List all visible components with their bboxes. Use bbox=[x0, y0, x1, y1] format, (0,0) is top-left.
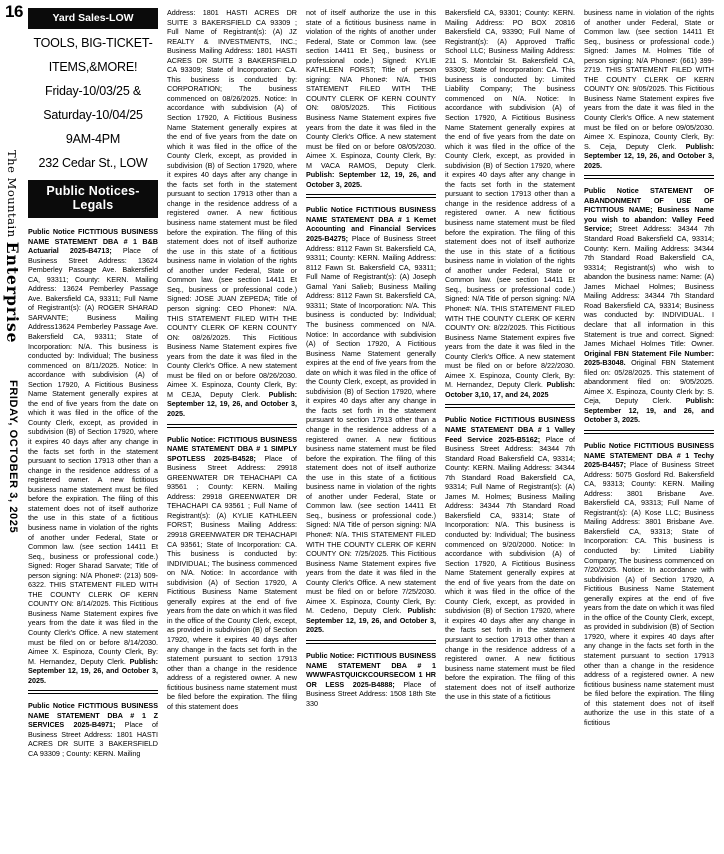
masthead-prefix: The Mountain bbox=[5, 150, 19, 242]
notice-divider bbox=[584, 175, 714, 179]
legal-notice-paragraph bbox=[584, 441, 714, 727]
notice-divider bbox=[167, 424, 297, 428]
notice-bold-text: Original FBN Statement File Number: 2025-B3048. bbox=[584, 348, 714, 368]
legal-notices-col-5 bbox=[584, 8, 714, 727]
legal-notice-paragraph bbox=[306, 8, 436, 189]
notice-bold-text: Publish: September 12, 19, 26, and October 3, 2025. bbox=[167, 389, 297, 418]
notice-divider bbox=[445, 404, 575, 408]
notice-bold-text: Publish: September 12, 19, 26, and October 3, 2025. bbox=[584, 141, 714, 170]
legal-notice-paragraph bbox=[445, 8, 575, 399]
masthead-brand: Enterprise bbox=[3, 241, 22, 344]
notice-body-text: Place of Business Street Address: 8112 Fawn St. Bakersfield CA, 93311; County: KERN. Mailing Address: 8112 Fawn St. Bakersfield CA, 93311; Full Name of Registrant(s): (A) Joseph Gamal Yani Salieb; Business Mailing Address: 8112 Fawn St. Bakersfield CA, 93311; State of Incorporation: N/A. This business is conducted by: Individual; The business commenced on N/A. Notice: In accordance with subdivision (A) of Section 17920, A Fictitious Business Name Statement generally expires at the end of five years from the date on which it was filed in the office of the County Clerk, except, as provided in subdivision (B) of Section 17920, where it expires 40 days after any change in the facts set forth in the statement pursuant to section 17913 other than a change in the residence address of a registered owner. A new fictitious business name statement must be filed before the expiration. The filing of this statement does not of itself authorize the use in this state of a fictitious business name in violation of the rights of another under Federal, State or Common law. (see section 14411 Et Seq., business or professional code.) Signed: N/A Title of person signing: N/A Phone#: N/A. THIS STATEMENT FILED WITH THE COUNTY CLERK OF KERN COUNTY ON: 7/25/2025. This Fictitious Business Name Statement expires five years from the date it was filed in the County Clerk's Office. A new statement must be filed on or before 7/25/2030. Aimee X. Espinoza, County Clerk, By: M. Cedeno, Deputy Clerk. bbox=[306, 234, 436, 616]
newspaper-spine bbox=[0, 0, 28, 854]
notice-body-text: Bakersfield CA, 93301; County: KERN. Mailing Address: PO BOX 20816 Bakersfield CA, 93390; Full Name of Registrant(s): (A) Approved Traffic School LLC; Business Mailing Address: 211 S. Montclair St. Bakersfield CA, 93309; State of Incorporation: CA. This business is conducted by: Limited Liability Company; The business commenced on N/A. Notice: In accordance with subdivision (A) of Section 17920, A Fictitious Business Name Statement generally expires at the end of five years from the date on which it was filed in the office of the County Clerk, except, as provided in subdivision (B) of Section 17920, where it expires 40 days after any change in the facts set forth in the statement pursuant to section 17913 other than a change in the residence address of a registered owner. A new fictitious business name statement must be filed before the expiration. The filing of this statement does not of itself authorize the use in this state of a fictitious business name in violation of the rights of another under Federal, State or Common law. (see section 14411 Et Seq., business or professional code.) Signed: N/A Title of person signing: N/A Phone#: N/A. THIS STATEMENT FILED WITH THE COUNTY CLERK OF KERN COUNTY ON: 8/22/2025. This Fictitious Business Name Statement expires five years from the date it was filed in the County Clerk's Office. A new statement must be filed on or before 8/22/2030. Aimee X. Espinoza, County Clerk, By: M. Hernandez, Deputy Clerk. bbox=[445, 8, 575, 390]
legal-notice-paragraph bbox=[28, 227, 158, 685]
legal-notice-paragraph bbox=[28, 701, 158, 758]
notice-bold-text: Publish: September 12, 19, 26, and October 3, 2025. bbox=[28, 656, 158, 685]
legal-notices-col-1 bbox=[28, 227, 158, 759]
yard-sale-ad bbox=[28, 36, 158, 170]
notice-bold-text: Public Notice FICTITIOUS BUSINESS NAME STATEMENT DBA # 1 B&B Actuarial 2025-B4713; bbox=[28, 227, 158, 256]
notice-divider bbox=[306, 640, 436, 644]
notice-body-text: Street Address: 34344 7th Standard Road Bakersfield CA, 93314; County: Kern. Mailing Address: 34344 7th Standard Road Bakersfield CA, 93314; Registrant(s) who wish to abandon the business name: Name: (A) James Michael Holmes; Business Mailing Address: 34344 7th Standard Road Bakersfield CA, 93314; Business was conducted by: INDIVIDUAL. I declare that all information in this Statement is true and correct. Signed: James Michael Holmes Title: Owner. bbox=[584, 224, 714, 349]
legal-notice-paragraph bbox=[167, 8, 297, 419]
notice-divider bbox=[306, 194, 436, 198]
public-notices-section-header: Public Notices-Legals bbox=[28, 180, 158, 218]
notice-bold-text: Public Notice FICTITIOUS BUSINESS NAME STATEMENT DBA # 1 Techy 2025-B4457; bbox=[584, 440, 714, 470]
notice-body-text: Address: 1801 HASTI ACRES DR SUITE 3 BAKERSFIELD CA 93309 ; Full Name of Registrant(s): (A) JZ REALTY & INVESTMENTS, INC.; Business Mailing Address: 1801 HASTI ACRES DR SUITE 3 BAKERSFIELD CA 93309; State of Incorporation: CA. This business is conducted by: CORPORATION; The business commenced on 08/26/2025. Notice: In accordance with subdivision (A) of Section 17920, A Fictitious Business Name Statement generally expires at the end of five years from the date on which it was filed in the office of the County Clerk, except, as provided in subdivision (B) of Section 17920, where it expires 40 days after any change in the facts set forth in the statement pursuant to section 17913 other than a change in the residence address of a registered owner. A new fictitious business name statement must be filed before the expiration. The filing of this statement does not of itself authorize the use in this state of a fictitious business name in violation of the rights of another under Federal, State or Common law. (see section 14411 Et Seq., business or professional code.) Signed: JOSE JUAN ZEPEDA; Title of person signing: CEO Phone#: N/A. THIS STATEMENT FILED WITH THE COUNTY CLERK OF KERN COUNTY ON: 08/26/2025. This Fictitious Business Name Statement expires five years from the date it was filed in the County Clerk's Office. A new statement must be filed on or before 08/26/2030. Aimee X. Espinoza, County Clerk, By: M CEJA, Deputy Clerk. bbox=[167, 8, 297, 399]
notice-bold-text: Public Notice FICTITIOUS BUSINESS NAME STATEMENT DBA # 1 Kemet Accounting and Financial Services 2025-B4275; bbox=[306, 205, 436, 244]
notice-divider bbox=[28, 690, 158, 694]
notice-bold-text: Publish: September 12, 19, and 26, and October 3, 2025. bbox=[584, 396, 714, 425]
column-5 bbox=[584, 8, 714, 854]
notice-bold-text: Public Notice: FICTITIOUS BUSINESS NAME STATEMENT DBA # 1 WWWFASTQUICKCOURSECOM 1 HR OR LESS 2025-B4888; bbox=[306, 651, 436, 689]
legal-notices-col-4 bbox=[445, 8, 575, 702]
column-2 bbox=[167, 8, 297, 854]
notice-body-text: Place of Business Street Address: 5075 Gosford Rd. Bakersfield CA, 93313; County: KERN. Mailing Address: 3801 Brisbane Ave. Bakersfield CA, 93313; Full Name of Registrant(s): (A) Kose LLC; Business Mailing Address: 3801 Brisbane Ave. Bakersfield CA, 93313; State of Incorporation: CA. This business is conducted by: Limited Liability Company; The business commenced on 7/20/2025. Notice: In accordance with subdivision (A) of Section 17920, A Fictitious Business Name Statement generally expires at the end of five years from the date on which it was filed in the office of the County Clerk, except, as provided in subdivision (B) of Section 17920, where it expires 40 days after any change in the facts set forth in the statement pursuant to section 17913 other than a change in the residence address of a registered owner. A new fictitious business name statement must be filed before the expiration. The filing of this statement does not of itself authorize the use in this state of a fictitious bbox=[584, 460, 714, 727]
notice-body-text: Place of Business Street Address: 1508 18th Ste 330 bbox=[306, 679, 436, 708]
notice-bold-text: Public Notice FICTITIOUS BUSINESS NAME STATEMENT DBA # 1 Z SERVICES 2025-B4971; bbox=[28, 701, 158, 730]
notice-body-text: business name in violation of the rights of another under Federal, State or Common law. (see section 14411 Et Seq., business or professional code.) Signed: James M. Holmes Title of person signing: N/A Phone#: (661) 399-2719. THIS STATEMENT FILED WITH THE COUNTY CLERK OF KERN COUNTY ON: 9/05/2025. This Fictitious Business Name Statement expires five years from the date it was filed in the County Clerk's Office. A new statement must be filed on or before 09/05/2030. Aimee X. Espinoza, County Clerk, By: S. Ceja, Deputy Clerk. bbox=[584, 8, 714, 151]
notice-body-text: not of itself authorize the use in this state of a fictitious business name in violation of the rights of another under Federal, State or Common law. (see section 14411 Et Seq., business or professional code.) Signed: KYLIE KATHLEEN FORST; Title of person signing: N/A Phone#: N/A. THIS STATEMENT FILED WITH THE COUNTY CLERK OF KERN COUNTY ON: 08/05/2025. This Fictitious Business Name Statement expires five years from the date it was filed in the County Clerk's Office. A new statement must be filed on or before 08/05/2030. Aimee X. Espinoza, County Clerk, By: M VACA RAMOS, Deputy Clerk. bbox=[306, 8, 436, 170]
notice-body-text: Original FBN Statement filed on: 05/28/2025. This statement of abandonment filed on: 9/05/2025. Aimee X. Espinoza, County Clerk by: S. Ceja, Deputy Clerk. bbox=[584, 358, 714, 406]
classifieds-columns bbox=[28, 0, 718, 854]
notice-bold-text: Publish: September 12, 19, 26, and October 3, 2025. bbox=[306, 606, 436, 635]
page-number: 16 bbox=[5, 2, 23, 21]
masthead-vertical bbox=[3, 150, 22, 344]
legal-notice-paragraph bbox=[445, 415, 575, 701]
legal-notice-paragraph bbox=[584, 8, 714, 170]
column-3 bbox=[306, 8, 436, 854]
yard-sale-ad-line: TOOLS, BIG-TICKET- bbox=[33, 36, 153, 50]
notice-bold-text: Publish: September 12, 19, 26, and October 3, 2025. bbox=[306, 170, 436, 189]
edition-date-vertical: FRIDAY, OCTOBER 3, 2025 bbox=[7, 380, 19, 534]
legal-notice-paragraph bbox=[306, 651, 436, 708]
legal-notice-paragraph bbox=[584, 186, 714, 425]
legal-notices-col-2 bbox=[167, 8, 297, 711]
legal-notice-paragraph bbox=[306, 205, 436, 635]
yard-sale-ad-line: 9AM-4PM bbox=[65, 132, 121, 146]
yard-sales-section-header: Yard Sales-LOW bbox=[28, 8, 158, 29]
notice-bold-text: Publish: October 3,10, 17, and 24, 2025 bbox=[445, 380, 575, 399]
legal-notices-col-3 bbox=[306, 8, 436, 708]
notice-body-text: Place of Business Street Address: 1801 HASTI ACRES DR SUITE 3 BAKERSFIELD CA 93309 ; County: KERN. Mailing bbox=[28, 720, 158, 758]
yard-sale-ad-line: 232 Cedar St., LOW bbox=[38, 156, 148, 170]
yard-sale-ad-line: Saturday-10/04/25 bbox=[43, 108, 143, 122]
notice-divider bbox=[584, 430, 714, 434]
yard-sale-ad-line: Friday-10/03/25 & bbox=[45, 84, 141, 98]
notice-body-text: Place of Business Street Address: 34344 7th Standard Road Bakersfield CA, 93314; County: KERN. Mailing Address: 34344 7th Standard Road Bakersfield CA, 93314; Full Name of Registrant(s): (A) James M. Holmes; Business Mailing Address: 34344 7th Standard Road Bakersfield CA, 93314; State of Incorporation: N/A. This business is conducted by: Individual; The business commenced on 9/20/2000. Notice: In accordance with subdivision (A) of Section 17920, A Fictitious Business Name Statement generally expires at the end of five years from the date on which it was filed in the office of the County Clerk, except, as provided in subdivision (B) of Section 17920, where it expires 40 days after any change in the facts set forth in the statement pursuant to section 17913 other than a change in the residence address of a registered owner. A new fictitious business name statement must be filed before the expiration. The filing of this statement does not of itself authorize the use in this state of a fictitious bbox=[445, 434, 575, 702]
column-1 bbox=[28, 8, 158, 854]
column-4 bbox=[445, 8, 575, 854]
yard-sale-ad-line: ITEMS,&MORE! bbox=[48, 60, 138, 74]
notice-bold-text: Public Notice FICTITIOUS BUSINESS NAME STATEMENT DBA # 1 Valley Feed Service 2025-B5162; bbox=[445, 415, 575, 444]
legal-notice-paragraph bbox=[167, 435, 297, 712]
notice-bold-text: Public Notice: FICTITIOUS BUSINESS NAME STATEMENT DBA # 1 SIMPLY SPOTLESS 2025-B4528; bbox=[167, 434, 297, 463]
notice-bold-text: Public Notice STATEMENT OF ABANDONMENT OF USE OF FICTITIOUS NAME; Business Name you wish to abandon: Valley Feed Service; bbox=[584, 186, 714, 234]
notice-body-text: Place of Business Street Address: 13624 Pemberley Passage Ave. Bakersfield CA, 93311; County: KERN. Mailing Address: 13624 Pemberley Passage Ave. Bakersfield CA, 93311; Full Name of Registrant(s): (A) ROGER SHARAD SARVANTE; Business Mailing Address13624 Pemberley Passage Ave. Bakersfield CA, 93311; State of Incorporation: N/A. This business is conducted by: Individual; The business commenced on 8/11/2025. Notice: In accordance with subdivision (A) of Section 17920, A Fictitious Business Name Statement generally expires at the end of five years from the date on which it was filed in the office of the County Clerk, except, as provided in subdivision (B) of Section 17920, where it expires 40 days after any change in the facts set forth in the statement pursuant to section 17913 other than a change in the residence address of a registered owner. A new fictitious business name statement must be filed before the expiration. The filing of this statement does not of itself authorize the use in this state of a fictitious business name in violation of the rights of another under Federal, State or Common law. (see section 14411 Et Seq., business or professional code.) Signed: Roger Sharad Sarvate; Title of person signing: N/A Phone#: (213) 509-6322. THIS STATEMENT FILED WITH THE COUNTY CLERK OF KERN COUNTY ON: 8/14/2025. This Fictitious Business Name Statement expires five years from the date it was filed in the County Clerk's Office. A new statement must be filed on or before 8/14/2030. Aimee X. Espinoza, County Clerk, By: M. Hernandez, Deputy Clerk. bbox=[28, 246, 158, 666]
notice-body-text: Place of Business Street Address: 29918 GREENWATER DR TEHACHAPI CA 93561 ; County: KERN. Mailing Address: 29918 GREENWATER DR TEHACHAPI CA 93561 ; Full Name of Registrant(s): (A) KYLIE KATHLEEN FORST; Business Mailing Address: 29918 GREENWATER DR TEHACHAPI CA 93561; State of Incorporation: CA. This business is conducted by: INDIVIDUAL; The business commenced on N/A. Notice: In accordance with subdivision (A) of Section 17920, A Fictitious Business Name Statement generally expires at the end of five years from the date on which it was filed in the office of the County Clerk, except, as provided in subdivision (B) of Section 17920, where it expires 40 days after any change in the facts set forth in the statement pursuant to section 17913 other than a change in the residence address of a registered owner. A new fictitious business name statement must be filed before the expiration. The filing of this statement does bbox=[167, 453, 297, 711]
